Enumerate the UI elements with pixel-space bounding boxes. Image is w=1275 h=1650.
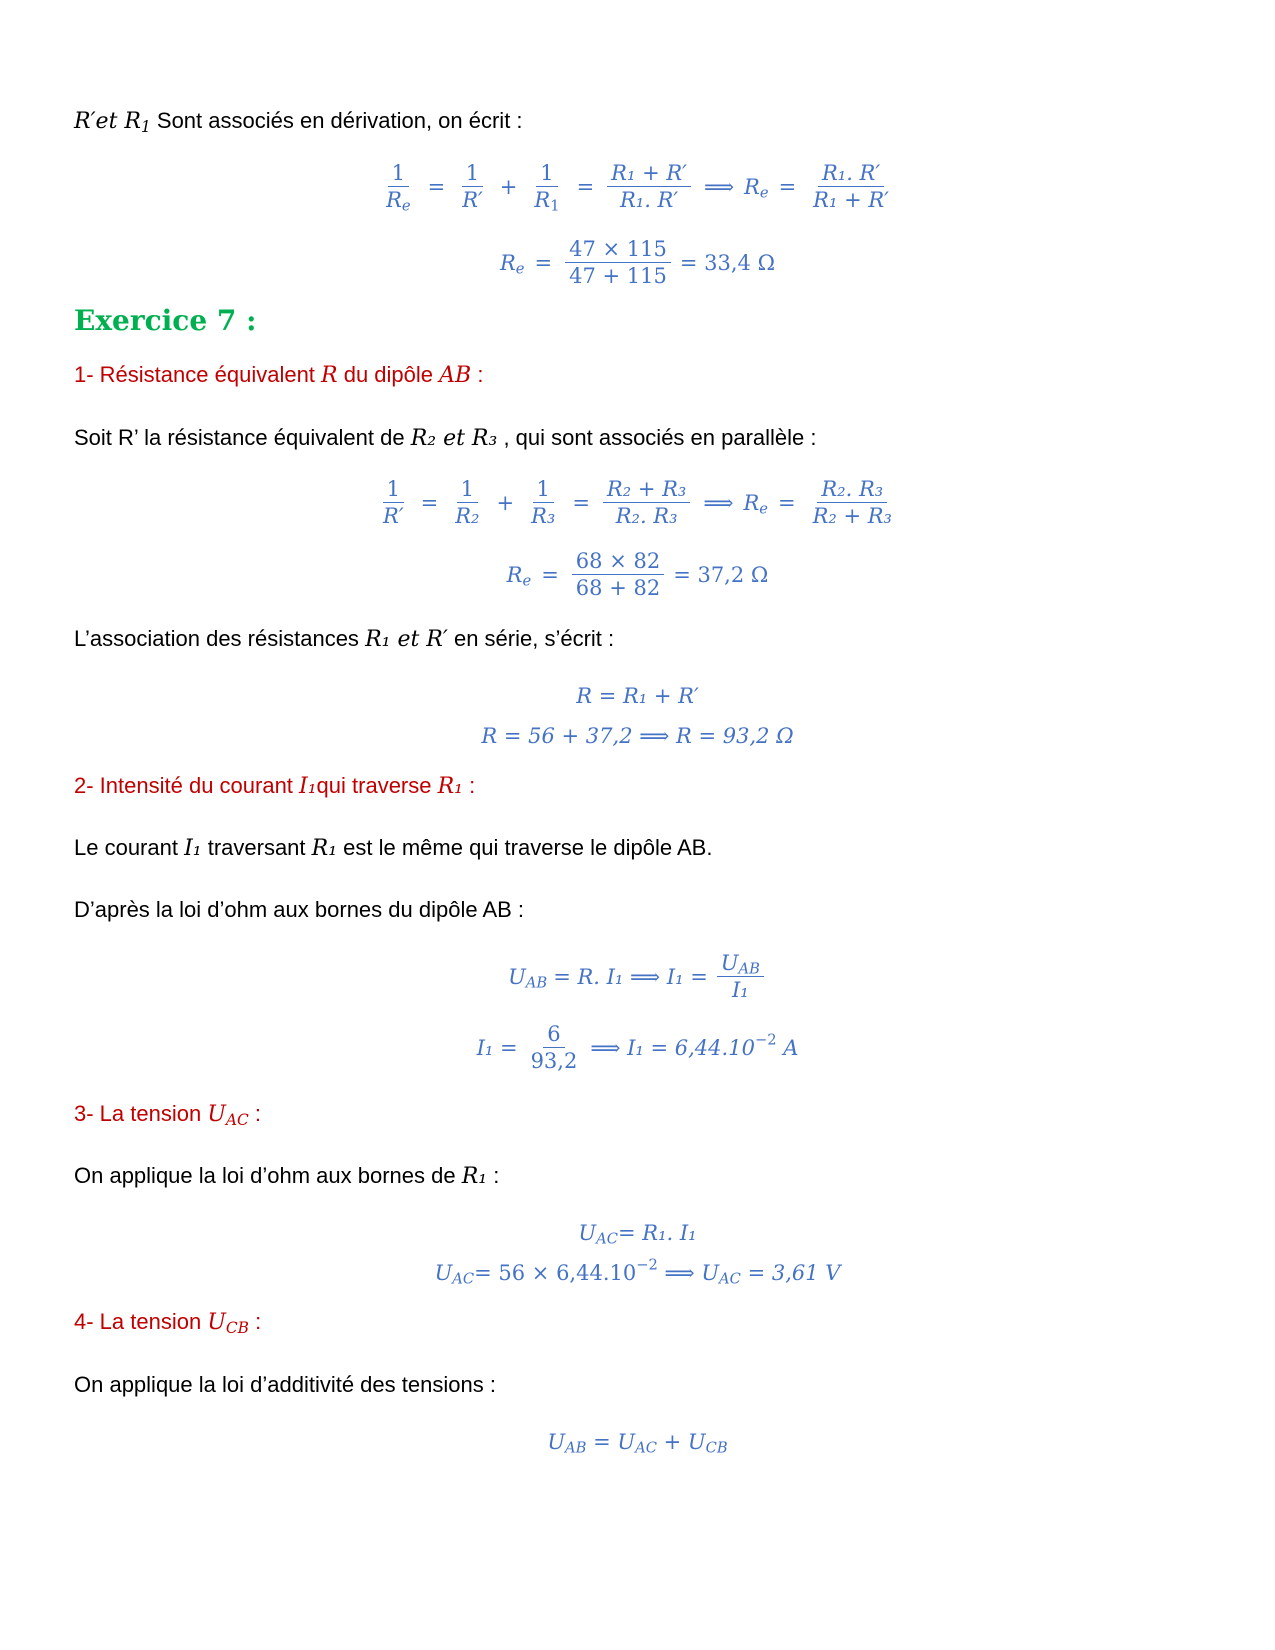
exponent: −2 bbox=[754, 1031, 777, 1049]
numerator: R₁ + R′ bbox=[607, 160, 691, 187]
middle: = 56 × 6,44.10 bbox=[474, 1261, 637, 1285]
denominator: R₂ + R₃ bbox=[812, 504, 892, 529]
denominator: 93,2 bbox=[530, 1049, 578, 1074]
text: L’association des résistances bbox=[74, 626, 366, 651]
denominator: R₃ bbox=[531, 504, 556, 529]
numerator: 1 bbox=[388, 160, 409, 187]
ohm-equation-1 bbox=[0, 950, 1275, 1004]
math: I₁ bbox=[299, 774, 317, 799]
text: : bbox=[248, 1101, 261, 1126]
numerator: 47 × 115 bbox=[565, 236, 671, 263]
text: traversant bbox=[201, 835, 312, 860]
text: en série, s’écrit : bbox=[447, 626, 615, 651]
text: est le même qui traverse le dipôle AB. bbox=[337, 835, 713, 860]
lhs-sub: e bbox=[515, 260, 525, 278]
text: 1- Résistance équivalent bbox=[74, 362, 322, 387]
denominator: I₁ bbox=[731, 978, 749, 1003]
question-2-heading bbox=[74, 775, 475, 798]
text: du dipôle bbox=[337, 362, 440, 387]
fraction bbox=[809, 160, 893, 214]
numerator: 68 × 82 bbox=[572, 548, 664, 575]
lhs-sub: AB bbox=[525, 974, 548, 992]
fraction bbox=[451, 476, 483, 530]
lhs: R bbox=[506, 562, 523, 587]
numerator: 1 bbox=[457, 476, 478, 503]
text: : bbox=[471, 362, 484, 387]
middle: = R. I₁ ⟹ I₁ = bbox=[553, 964, 708, 989]
fraction bbox=[379, 476, 408, 530]
question-4-text: On applique la loi d’additivité des tensions : bbox=[74, 1372, 496, 1397]
intro-line bbox=[74, 108, 523, 136]
ex7-equation-1: $\frac{1}{R'}$ = $\frac{1}{\text{R₂}}$ + $\frac{1}{\text{R₃}}$ = $\frac{\text{R₂ + R₃}}{\text{R₂. R₃}}$ ⟹ $R_e$ = $\frac{\text{R₂. R₃}}{\text{R₂ + R₃}}$ bbox=[0, 476, 1275, 530]
lhs-sub: AC bbox=[452, 1270, 475, 1288]
result: = 33,4 Ω bbox=[679, 250, 775, 275]
lhs-sub: AC bbox=[596, 1230, 618, 1248]
text: 2- Intensité du courant bbox=[74, 773, 300, 798]
ex6-equation-2: $R_e$ = $\frac{47 \times 115}{47 + 115}$ = 33,4 Ω bbox=[499, 237, 775, 289]
term-b: = U bbox=[586, 1430, 636, 1454]
math: R bbox=[321, 363, 338, 388]
denominator: R₂. R₃ bbox=[615, 504, 678, 529]
unit: A bbox=[776, 1035, 799, 1060]
result: = 3,61 V bbox=[740, 1261, 841, 1285]
lhs: I₁ = bbox=[476, 1035, 518, 1060]
math: U bbox=[207, 1310, 226, 1335]
implies: ⟹ U bbox=[657, 1261, 720, 1285]
math-sub: AC bbox=[225, 1110, 249, 1129]
fraction bbox=[565, 236, 671, 290]
question-4-heading bbox=[74, 1309, 262, 1337]
fraction bbox=[527, 1021, 582, 1075]
denominator-sub: e bbox=[401, 197, 411, 215]
result: ⟹ I₁ = 6,44.10 bbox=[590, 1035, 755, 1060]
text: : bbox=[248, 1309, 262, 1334]
numerator: 1 bbox=[533, 476, 554, 503]
text: Le courant bbox=[74, 835, 185, 860]
term-a-sub: AB bbox=[565, 1439, 587, 1457]
ohm-equation-2 bbox=[0, 1021, 1275, 1075]
question-1-heading bbox=[74, 364, 483, 387]
term-c: + U bbox=[656, 1430, 706, 1454]
implies-sub: AC bbox=[719, 1270, 741, 1288]
exercise-title: Exercice 7 : bbox=[74, 304, 257, 337]
denominator-sub: 1 bbox=[550, 197, 560, 215]
fraction bbox=[458, 160, 487, 214]
series-equation-2: R = 56 + 37,2 ⟹ R = 93,2 Ω bbox=[481, 724, 794, 748]
numerator: R₂. R₃ bbox=[817, 476, 887, 503]
text: 4- La tension bbox=[74, 1309, 208, 1334]
text: : bbox=[487, 1163, 500, 1188]
additivity-equation bbox=[0, 1430, 1275, 1457]
lhs: U bbox=[434, 1261, 453, 1285]
series-equation-1: R = R₁ + R′ bbox=[576, 684, 699, 708]
denominator: R₁. R′ bbox=[619, 188, 679, 213]
question-3-text bbox=[74, 1165, 499, 1188]
numerator: R₁. R′ bbox=[818, 160, 884, 187]
denominator: 68 + 82 bbox=[575, 576, 661, 601]
math: R₁ bbox=[461, 1164, 488, 1189]
intro-text: Sont associés en dérivation, on écrit : bbox=[150, 108, 523, 133]
fraction bbox=[572, 548, 664, 602]
math: R₂ et R₃ bbox=[410, 426, 498, 451]
fraction bbox=[603, 476, 690, 530]
exponent: −2 bbox=[636, 1256, 658, 1274]
denominator: 47 + 115 bbox=[569, 264, 667, 289]
math: I₁ bbox=[184, 836, 202, 861]
math: R₁ bbox=[437, 774, 463, 799]
question-2-text-2: D’après la loi d’ohm aux bornes du dipôle AB : bbox=[74, 897, 525, 922]
denominator: R bbox=[534, 188, 551, 213]
denominator: R₁ + R′ bbox=[813, 188, 889, 213]
denominator: R′ bbox=[383, 504, 404, 529]
term-a: U bbox=[547, 1430, 566, 1454]
numerator: 1 bbox=[536, 160, 557, 187]
numerator: 1 bbox=[462, 160, 483, 187]
lhs: U bbox=[578, 1221, 597, 1245]
text: : bbox=[463, 773, 476, 798]
text: qui traverse bbox=[316, 773, 438, 798]
intro-math-sub: 1 bbox=[140, 117, 151, 136]
text: On applique la loi d’ohm aux bornes de bbox=[74, 1163, 462, 1188]
result-lhs: R bbox=[744, 174, 760, 199]
result-lhs: R bbox=[743, 490, 760, 515]
lhs: R bbox=[499, 250, 516, 275]
ex6-equation-1: $\frac{1}{R_e}$ = $\frac{1}{R'}$ + $\frac{1}{R_1}$ = $\frac{\text{R₁ + R′}}{\text{R₁. R′}}$ ⟹ $R_e$ = $\frac{\text{R₁. R′}}{\text{R₁ + R′}}$ bbox=[0, 160, 1275, 214]
math-sub: CB bbox=[225, 1318, 249, 1337]
math: R₁ et R′ bbox=[365, 627, 448, 652]
ex7-equation-2: $R_e$ = $\frac{68 \times 82}{68 + 82}$ = 37,2 Ω bbox=[506, 549, 769, 601]
intro-math: R′et R bbox=[74, 109, 141, 134]
question-2-text-1 bbox=[74, 837, 712, 860]
text: , qui sont associés en parallèle : bbox=[497, 425, 817, 450]
lhs: U bbox=[508, 964, 526, 989]
uac-equation-1 bbox=[0, 1221, 1275, 1248]
fraction bbox=[809, 476, 896, 530]
result-lhs-sub: e bbox=[759, 184, 769, 202]
fraction bbox=[607, 160, 691, 214]
question-1-text bbox=[74, 427, 817, 450]
series-text bbox=[74, 628, 614, 651]
result: = 37,2 Ω bbox=[673, 562, 769, 587]
denominator: R bbox=[386, 188, 402, 213]
lhs-sub: e bbox=[522, 572, 532, 590]
fraction bbox=[530, 160, 563, 214]
numerator: R₂ + R₃ bbox=[603, 476, 690, 503]
numerator: 1 bbox=[383, 476, 404, 503]
numerator-sub: AB bbox=[738, 960, 760, 978]
uac-equation-2 bbox=[0, 1256, 1275, 1288]
math: R₁ bbox=[311, 836, 338, 861]
fraction bbox=[717, 950, 764, 1004]
fraction bbox=[527, 476, 559, 530]
rhs: = R₁. I₁ bbox=[617, 1221, 697, 1245]
math: U bbox=[207, 1102, 226, 1127]
text: Soit R’ la résistance équivalent de bbox=[74, 425, 411, 450]
term-b-sub: AC bbox=[635, 1439, 657, 1457]
numerator: U bbox=[720, 951, 739, 975]
text: 3- La tension bbox=[74, 1101, 208, 1126]
fraction bbox=[382, 160, 415, 214]
math: AB bbox=[439, 363, 472, 388]
denominator: R′ bbox=[462, 188, 483, 213]
question-3-heading bbox=[74, 1101, 261, 1129]
numerator: 6 bbox=[543, 1021, 564, 1048]
result-lhs-sub: e bbox=[759, 500, 768, 518]
term-c-sub: CB bbox=[705, 1439, 728, 1457]
denominator: R₂ bbox=[455, 504, 480, 529]
